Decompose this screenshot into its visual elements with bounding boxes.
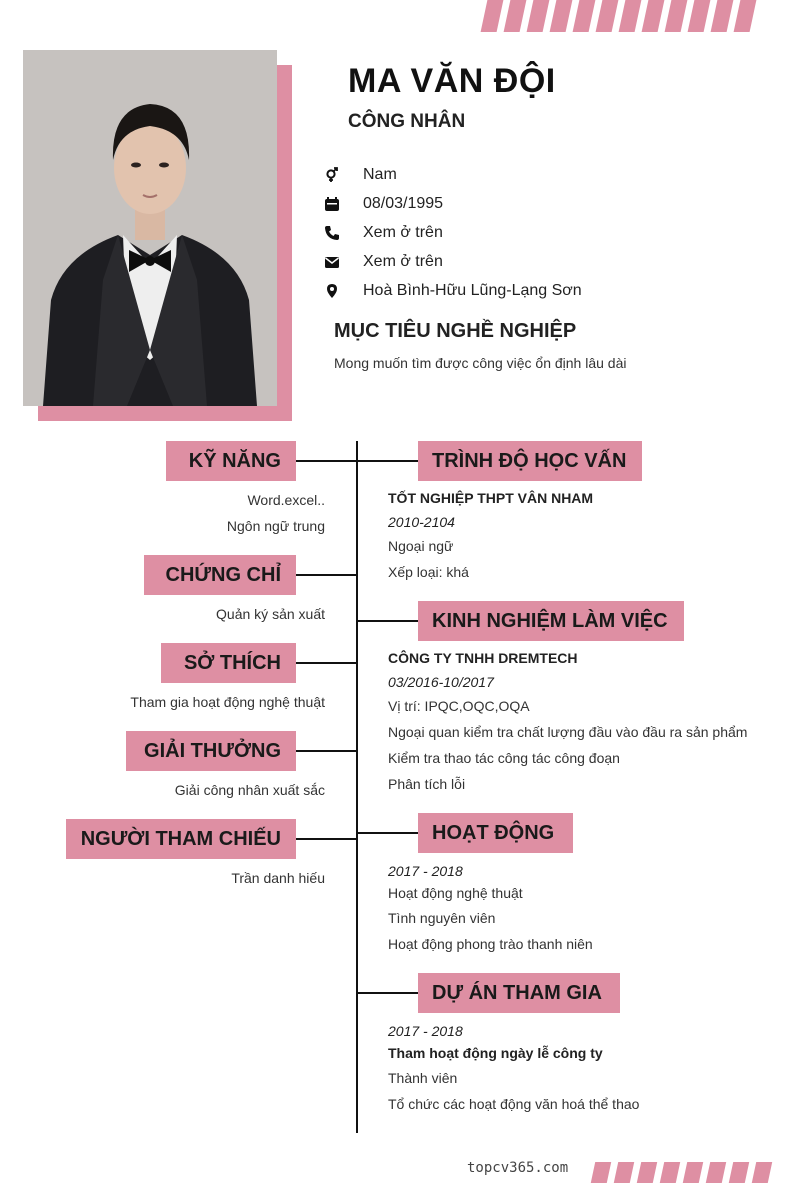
contact-info [322,160,582,305]
certificates-heading: CHỨNG CHỈ [144,555,296,595]
connector-hobbies [296,662,357,664]
email-value: Xem ở trên [363,252,443,270]
experience-line: Kiểm tra thao tác công tác công đoạn [388,750,620,766]
projects-period: 2017 - 2018 [388,1023,463,1039]
education-line: Ngoại ngữ [388,538,454,554]
info-address [322,276,582,305]
bottom-stripes-decoration [593,1162,770,1183]
info-dob [322,189,582,218]
education-period: 2010-2104 [388,514,455,530]
activities-line: Tình nguyên viên [388,910,496,926]
info-gender [322,160,582,189]
experience-period: 03/2016-10/2017 [388,674,494,690]
gender-value: Nam [363,165,397,183]
references-heading: NGƯỜI THAM CHIẾU [66,819,296,859]
projects-heading: DỰ ÁN THAM GIA [418,973,620,1013]
education-heading: TRÌNH ĐỘ HỌC VẤN [418,441,642,481]
top-stripes-decoration [484,0,753,32]
hobby-item: Tham gia hoạt động nghệ thuật [130,694,325,710]
activities-heading: HOẠT ĐỘNG [418,813,573,853]
projects-name: Tham hoạt động ngày lễ công ty [388,1045,603,1061]
phone-value: Xem ở trên [363,223,443,241]
experience-company: CÔNG TY TNHH DREMTECH [388,650,578,666]
connector-skills [296,460,357,462]
skill-item: Word.excel.. [247,492,325,508]
experience-line: Vị trí: IPQC,OQC,OQA [388,698,530,714]
activities-period: 2017 - 2018 [388,863,463,879]
connector-education [357,460,418,462]
certificate-item: Quản ký sản xuất [216,606,325,622]
experience-line: Phân tích lỗi [388,776,466,792]
objective-text: Mong muốn tìm được công việc ổn định lâu dài [334,355,627,371]
candidate-name: MA VĂN ĐỘI [348,62,556,100]
location-pin-icon [322,283,363,299]
activities-line: Hoạt động nghệ thuật [388,885,523,901]
dob-value: 08/03/1995 [363,194,444,212]
skill-item: Ngôn ngữ trung [226,518,325,534]
education-school: TỐT NGHIỆP THPT VÂN NHAM [388,490,594,506]
experience-heading: KINH NGHIỆM LÀM VIỆC [418,601,684,641]
footer-watermark: topcv365.com [467,1160,569,1176]
experience-line: Ngoại quan kiểm tra chất lượng đầu vào đầu ra sản phẩm [388,724,748,740]
gender-icon [322,167,363,183]
activities-line: Hoạt động phong trào thanh niên [388,936,593,952]
connector-awards [296,750,357,752]
projects-line: Tổ chức các hoạt động văn hoá thể thao [388,1096,640,1112]
objective-title: MỤC TIÊU NGHỀ NGHIỆP [334,320,577,342]
education-line: Xếp loại: khá [388,564,469,580]
connector-references [296,838,357,840]
award-item: Giải công nhân xuất sắc [174,782,325,798]
phone-icon [322,225,363,241]
info-email [322,247,582,276]
hobbies-heading: SỞ THÍCH [161,643,296,683]
calendar-icon [322,196,363,212]
address-value: Hoà Bình-Hữu Lũng-Lạng Sơn [363,281,582,299]
job-title: CÔNG NHÂN [348,111,466,132]
reference-item: Trần danh hiếu [231,870,325,886]
connector-projects [357,992,418,994]
connector-experience [357,620,418,622]
info-phone [322,218,582,247]
skills-heading: KỸ NĂNG [166,441,296,481]
projects-line: Thành viên [388,1070,458,1086]
profile-photo [23,50,277,406]
connector-certificates [296,574,357,576]
connector-activities [357,832,418,834]
timeline-line [356,441,358,1133]
awards-heading: GIẢI THƯỞNG [126,731,296,771]
envelope-icon [322,254,363,270]
